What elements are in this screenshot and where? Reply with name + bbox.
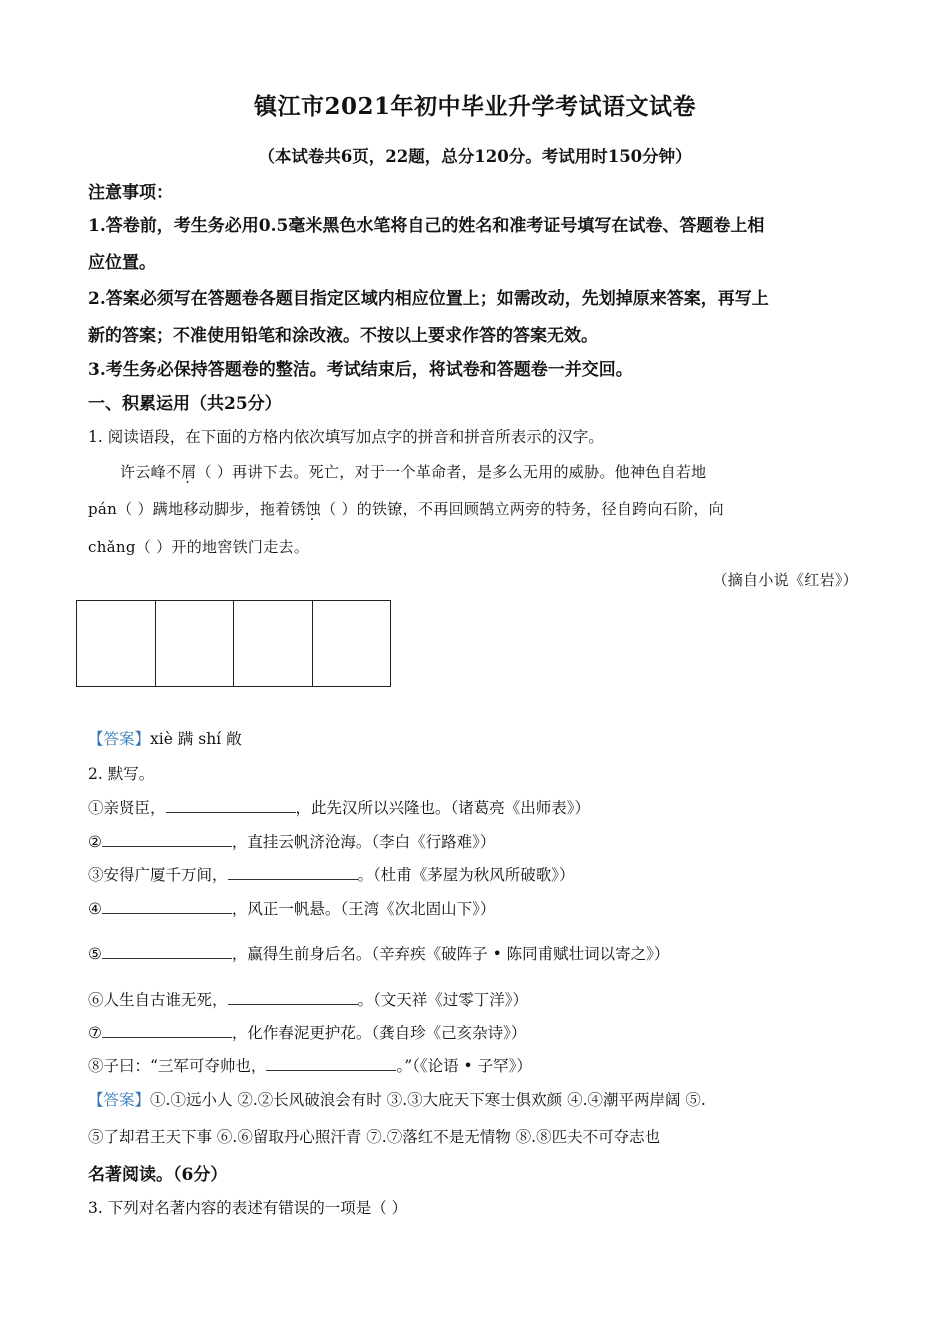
recite-item-4 <box>88 897 495 919</box>
recite-item-3 <box>88 863 575 885</box>
fill-blank[interactable] <box>102 832 232 847</box>
recite-item-6 <box>88 988 528 1010</box>
fill-blank[interactable] <box>228 990 358 1005</box>
item-text: ② <box>88 833 102 851</box>
recite-item-8 <box>88 1054 532 1076</box>
note-2-line-2: 新的答案；不准使用铅笔和涂改液。不按以上要求作答的答案无效。 <box>88 326 598 346</box>
passage-text: pán（ ）蹒地移动脚步，拖着锈 <box>88 500 306 518</box>
item-text: 。”（《论语 • 子罕》） <box>396 1057 532 1075</box>
notes-heading: 注意事项： <box>88 183 173 203</box>
note-3: 3.考生务必保持答题卷的整洁。考试结束后，将试卷和答题卷一并交回。 <box>88 360 633 380</box>
item-text: ⑥人生自古谁无死， <box>88 991 228 1009</box>
item-text: ，直挂云帆济沧海。（李白《行路难》） <box>231 833 496 851</box>
q1-source: （摘自小说《红岩》） <box>712 571 858 589</box>
item-text: ⑦ <box>88 1024 102 1042</box>
item-text: ，风正一帆悬。（王湾《次北固山下》） <box>231 900 496 918</box>
q1-passage-line-3: chǎng（ ）开的地窖铁门走去。 <box>88 538 310 556</box>
q1-answer <box>88 727 242 749</box>
q1-prompt: 1. 阅读语段，在下面的方格内依次填写加点字的拼音和拼音所表示的汉字。 <box>88 428 604 446</box>
q1-passage-line-2 <box>88 498 724 519</box>
recite-item-2 <box>88 830 495 852</box>
fill-blank[interactable] <box>166 798 296 813</box>
fill-blank[interactable] <box>228 865 358 880</box>
dotted-char: 屑 <box>181 463 197 481</box>
answer-cell[interactable] <box>77 601 156 686</box>
answer-cell[interactable] <box>234 601 313 686</box>
item-text: ，此先汉所以兴隆也。（诸葛亮《出师表》） <box>295 799 591 817</box>
note-1-line-2: 应位置。 <box>88 253 156 273</box>
fill-blank[interactable] <box>266 1056 396 1071</box>
recite-item-1 <box>88 796 590 818</box>
item-text: ，赢得生前身后名。（辛弃疾《破阵子 • 陈同甫赋壮词以寄之》） <box>231 945 670 963</box>
passage-text: （ ）的铁镣，不再回顾鹄立两旁的特务，径自跨向石阶，向 <box>321 500 724 518</box>
q2-prompt: 2. 默写。 <box>88 765 155 783</box>
note-2-line-1: 2.答案必须写在答题卷各题目指定区域内相应位置上；如需改动，先划掉原来答案，再写上 <box>88 289 769 309</box>
item-text: 。（文天祥《过零丁洋》） <box>357 991 529 1009</box>
q2-answer-line-1 <box>88 1088 706 1110</box>
item-text: ⑧子曰：“三军可夺帅也， <box>88 1057 267 1075</box>
q3-prompt: 3. 下列对名著内容的表述有错误的一项是（ ） <box>88 1199 408 1217</box>
item-text: ④ <box>88 900 102 918</box>
answer-text: xiè 蹒 shí 敞 <box>150 730 242 748</box>
note-1-line-1: 1.答卷前，考生务必用0.5毫米黑色水笔将自己的姓名和准考证号填写在试卷、答题卷上相 <box>88 216 765 236</box>
item-text: 。（杜甫《茅屋为秋风所破歌》） <box>357 866 575 884</box>
fill-blank[interactable] <box>102 944 232 959</box>
passage-text: 许云峰不 <box>120 463 182 481</box>
item-text: ①亲贤臣， <box>88 799 166 817</box>
section-1-heading: 一、积累运用（共25分） <box>88 394 282 414</box>
answer-grid[interactable] <box>76 600 391 687</box>
q1-passage-line-1 <box>120 461 707 482</box>
section-2-heading: 名著阅读。（6分） <box>88 1165 228 1185</box>
fill-blank[interactable] <box>102 1023 232 1038</box>
item-text: ，化作春泥更护花。（龚自珍《己亥杂诗》） <box>231 1024 527 1042</box>
fill-blank[interactable] <box>102 899 232 914</box>
recite-item-7 <box>88 1021 526 1043</box>
answer-tag: 【答案】 <box>88 1091 151 1109</box>
q2-answer-line-2: ⑤了却君王天下事 ⑥.⑥留取丹心照汗青 ⑦.⑦落红不是无情物 ⑧.⑧匹夫不可夺志也 <box>88 1128 661 1146</box>
dotted-char: 蚀 <box>305 500 322 518</box>
answer-cell[interactable] <box>156 601 235 686</box>
answer-text: ①.①远小人 ②.②长风破浪会有时 ③.③大庇天下寒士俱欢颜 ④.④潮平两岸阔 ⑤. <box>150 1091 706 1109</box>
answer-tag: 【答案】 <box>88 730 151 748</box>
item-text: ⑤ <box>88 945 102 963</box>
passage-text: （ ）再讲下去。死亡，对于一个革命者，是多么无用的威胁。他神色自若地 <box>196 463 707 481</box>
answer-cell[interactable] <box>313 601 391 686</box>
recite-item-5 <box>88 942 669 964</box>
item-text: ③安得广厦千万间， <box>88 866 228 884</box>
exam-subtitle: （本试卷共6页，22题，总分120分。考试用时150分钟） <box>258 147 692 166</box>
exam-title: 镇江市2021年初中毕业升学考试语文试卷 <box>253 93 696 120</box>
